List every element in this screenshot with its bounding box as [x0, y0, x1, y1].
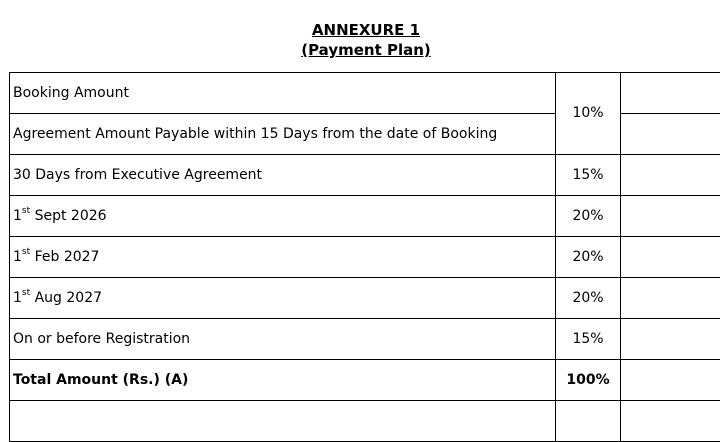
- row-amount-cell: [621, 155, 720, 196]
- row-description-cell: [10, 278, 556, 319]
- table-row-registration: [10, 319, 720, 360]
- row-day: 1: [13, 208, 22, 224]
- row-ordinal: st: [22, 206, 30, 216]
- row-description-cell: [10, 196, 556, 237]
- row-amount-cell: [621, 278, 720, 319]
- row-ordinal: st: [22, 247, 30, 257]
- row-description: Sept 2026: [35, 208, 107, 224]
- row-percent: 15%: [556, 155, 621, 196]
- row-day: 1: [13, 249, 22, 265]
- row-percent: 20%: [556, 278, 621, 319]
- row-amount-cell: [621, 196, 720, 237]
- row-day: 1: [13, 290, 22, 306]
- total-label: Total Amount (Rs.) (A): [10, 360, 556, 401]
- table-row-executive: [10, 155, 720, 196]
- row-description: Feb 2027: [35, 249, 100, 265]
- row-description-cell: [10, 237, 556, 278]
- total-amount-cell: [621, 360, 720, 401]
- row-amount-cell: [621, 319, 720, 360]
- table-row-total: [10, 360, 720, 401]
- row-description: Aug 2027: [35, 290, 102, 306]
- row-description: Booking Amount: [10, 73, 556, 114]
- payment-plan-table: [9, 72, 720, 442]
- table-row-booking: [10, 73, 720, 114]
- row-percent: 15%: [556, 319, 621, 360]
- table-row-feb-2027: [10, 237, 720, 278]
- total-percent: 100%: [556, 360, 621, 401]
- row-description: On or before Registration: [10, 319, 556, 360]
- row-percent: 20%: [556, 196, 621, 237]
- row-description: 30 Days from Executive Agreement: [10, 155, 556, 196]
- row-amount-cell: [621, 114, 720, 155]
- row-amount-cell: [621, 237, 720, 278]
- row-percent-merged: 10%: [556, 73, 621, 155]
- table-row-sept-2026: [10, 196, 720, 237]
- payment-plan-subtitle: (Payment Plan): [0, 41, 720, 59]
- table-row-aug-2027: [10, 278, 720, 319]
- annexure-title: ANNEXURE 1: [0, 21, 720, 39]
- row-description: Agreement Amount Payable within 15 Days from the date of Booking: [10, 114, 556, 155]
- row-percent: 20%: [556, 237, 621, 278]
- row-amount-cell: [621, 73, 720, 114]
- row-ordinal: st: [22, 288, 30, 298]
